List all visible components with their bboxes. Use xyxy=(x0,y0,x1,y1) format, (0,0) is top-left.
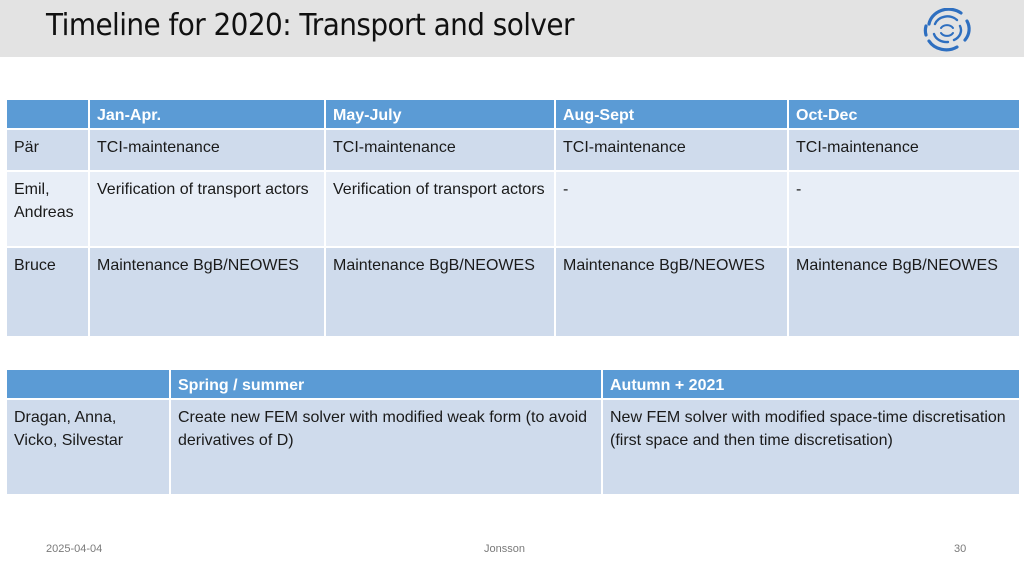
column-header: Oct-Dec xyxy=(788,99,1020,129)
timeline-table-solver xyxy=(5,368,1021,496)
table-cell: Create new FEM solver with modified weak form (to avoid derivatives of D) xyxy=(170,399,602,495)
slide-header xyxy=(0,0,1024,57)
column-header xyxy=(6,99,89,129)
row-person-cell: Bruce xyxy=(6,247,89,337)
table-row xyxy=(6,129,1020,171)
column-header xyxy=(6,369,170,399)
timeline-table-transport xyxy=(5,98,1021,338)
table-cell: Verification of transport actors xyxy=(325,171,555,247)
column-header: May-July xyxy=(325,99,555,129)
table-cell: TCI-maintenance xyxy=(89,129,325,171)
column-header: Spring / summer xyxy=(170,369,602,399)
row-person-cell: Emil, Andreas xyxy=(6,171,89,247)
row-person-cell: Pär xyxy=(6,129,89,171)
table-cell: Maintenance BgB/NEOWES xyxy=(788,247,1020,337)
footer-author: Jonsson xyxy=(484,543,525,555)
table-cell: TCI-maintenance xyxy=(788,129,1020,171)
table-row xyxy=(6,399,1020,495)
slide-title: Timeline for 2020: Transport and solver xyxy=(46,8,574,43)
table-cell: New FEM solver with modified space-time discretisation (first space and then time discretisation) xyxy=(602,399,1020,495)
table-header-row xyxy=(6,99,1020,129)
table-cell: - xyxy=(788,171,1020,247)
page-number: 30 xyxy=(954,543,967,555)
column-header: Jan-Apr. xyxy=(89,99,325,129)
table-cell: TCI-maintenance xyxy=(555,129,788,171)
column-header: Aug-Sept xyxy=(555,99,788,129)
table-cell: Maintenance BgB/NEOWES xyxy=(89,247,325,337)
table-row xyxy=(6,171,1020,247)
column-header: Autumn + 2021 xyxy=(602,369,1020,399)
table-cell: TCI-maintenance xyxy=(325,129,555,171)
rotating-arrows-logo-icon xyxy=(921,8,973,52)
table-header-row xyxy=(6,369,1020,399)
table-cell: Maintenance BgB/NEOWES xyxy=(325,247,555,337)
table-cell: Verification of transport actors xyxy=(89,171,325,247)
table-row xyxy=(6,247,1020,337)
footer-date: 2025-04-04 xyxy=(46,543,103,555)
table-cell: Maintenance BgB/NEOWES xyxy=(555,247,788,337)
row-person-cell: Dragan, Anna, Vicko, Silvestar xyxy=(6,399,170,495)
table-cell: - xyxy=(555,171,788,247)
